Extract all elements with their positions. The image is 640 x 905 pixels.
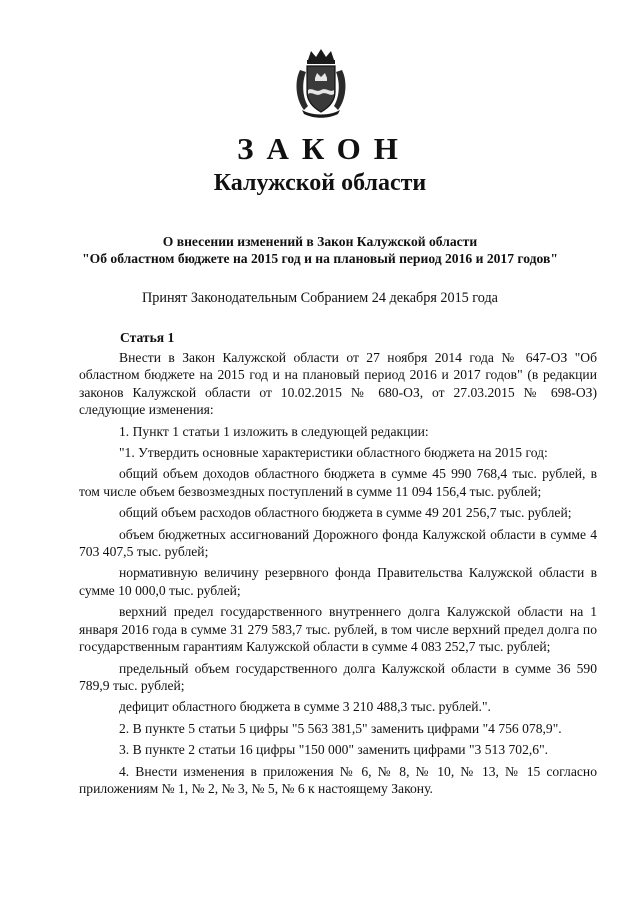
article-heading: Статья 1 (120, 330, 175, 345)
adoption-line: Принят Законодательным Собранием 24 декабря 2015 года (142, 290, 498, 306)
law-title: ЗАКОН (237, 131, 411, 166)
paragraph: 4. Внести изменения в приложения № 6, № 8, № 10, № 13, № 15 согласно приложениям № 1, № 2, № 3, № 5, № 6 к настоящему Закону. (79, 763, 597, 796)
paragraph: 1. Пункт 1 статьи 1 изложить в следующей редакции: (119, 423, 429, 439)
law-subject (60, 233, 580, 267)
paragraph: общий объем доходов областного бюджета в сумме 45 990 768,4 тыс. рублей, в том числе объем безвозмездных поступлений в сумме 11 094 156,4 тыс. рублей; (79, 466, 597, 499)
paragraph: общий объем расходов областного бюджета в сумме 49 201 256,7 тыс. рублей; (119, 505, 572, 521)
coat-of-arms-emblem (294, 48, 348, 118)
paragraph: дефицит областного бюджета в сумме 3 210 488,3 тыс. рублей.". (119, 699, 491, 715)
paragraph: 3. В пункте 2 статьи 16 цифры "150 000" заменить цифрами "3 513 702,6". (119, 742, 549, 758)
paragraph: Внести в Закон Калужской области от 27 ноября 2014 года № 647-ОЗ "Об областном бюджете на 2015 год и на плановый период 2016 и 2017 годов" (в редакции законов Калужской области от 10.02.2015 № 680-ОЗ, от 27.03.2015 № 698-ОЗ) следующие изменения: (79, 350, 597, 418)
paragraph: предельный объем государственного долга Калужской области в сумме 36 590 789,9 тыс. рублей; (79, 660, 597, 693)
paragraph: 2. В пункте 5 статьи 5 цифры "5 563 381,5" заменить цифрами "4 756 078,9". (119, 720, 562, 736)
paragraph: "1. Утвердить основные характеристики областного бюджета на 2015 год: (119, 445, 548, 461)
law-subject-line-1: О внесении изменений в Закон Калужской области (162, 234, 478, 249)
article-body (79, 349, 597, 797)
paragraph: верхний предел государственного внутреннего долга Калужской области на 1 января 2016 года в сумме 31 279 583,7 тыс. рублей, в том числе верхний предел долга по государственным гарантиям Калужской области в сумме 4 083 252,7 тыс. рублей; (79, 604, 597, 655)
paragraph: объем бюджетных ассигнований Дорожного фонда Калужской области в сумме 4 703 407,5 тыс. рублей; (79, 526, 597, 560)
region-name: Калужской области (213, 170, 427, 196)
paragraph: нормативную величину резервного фонда Правительства Калужской области в сумме 10 000,0 тыс. рублей; (79, 565, 597, 598)
law-subject-line-2: "Об областном бюджете на 2015 год и на плановый период 2016 и 2017 годов" (82, 251, 558, 266)
